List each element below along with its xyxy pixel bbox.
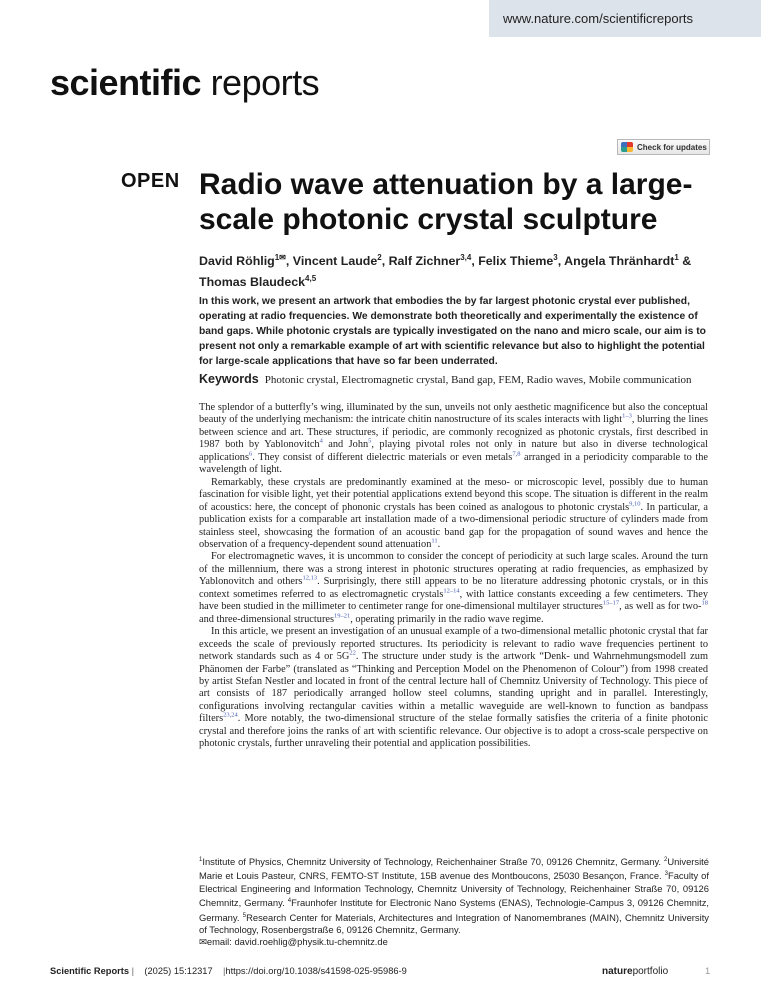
correspondence-email[interactable]: email: david.roehlig@physik.tu-chemnitz.de (206, 936, 388, 948)
journal-logo-light: reports (201, 62, 320, 103)
affiliations (199, 854, 709, 949)
body-text: , as well as for two- (619, 601, 702, 613)
article-title: Radio wave attenuation by a large-scale photonic crystal sculpture (199, 168, 693, 236)
citation-ref[interactable]: 18 (701, 599, 708, 607)
affiliation-number: 4 (287, 898, 292, 905)
body-text: , operating primarily in the radio wave regime. (350, 613, 544, 625)
body-text: . Surprisingly, there still appears to be no literature addressing photonic crystals, or in this context sometimes referred to as electromagnetic crystals (199, 576, 708, 600)
body-text: In this article, we present an investigation of an unusual example of a two-dimensional metallic photonic crystal that far exceeds the scale of previously reported structures. Its periodicity is relevant to radio wave frequencies pertinent to network standards such as 4 or 5G (199, 626, 708, 663)
author-name[interactable]: Angela Thränhardt (564, 254, 675, 269)
affiliation-number: 1 (199, 857, 203, 863)
check-for-updates-label: Check for updates (637, 142, 707, 152)
author-affiliation-marker: 1 (674, 253, 679, 262)
author-affiliation-marker: 3,4 (460, 253, 472, 262)
body-text: . In particular, a publication exists for a comparable art installation made of a two-dimensional periodic structure of cylinders made from stainless steel, showcasing the formation of an acoustic band gap for the propagation of sound waves and hence the observation of a frequency-dependent sound attenuation (199, 501, 708, 550)
body-paragraph (199, 626, 708, 751)
citation-ref[interactable]: 6 (248, 450, 253, 458)
footer-divider: | (131, 966, 135, 976)
affiliation-number: 2 (663, 857, 668, 863)
citation-ref[interactable]: 22 (349, 649, 356, 657)
body-paragraph (199, 477, 708, 552)
page-footer (50, 966, 710, 976)
abstract: In this work, we present an artwork that embodies the by far largest photonic crystal ever published, operating at radio frequencies. We demonstrate both theoretically and experimentally the existence of band gaps. While photonic crystals are typically investigated on the nano and micro scale, our aim is to present not only a remarkable example of art with scientific relevance but also to highlight the potential for large-scale applications that have so far been underrated. (199, 296, 706, 368)
keywords-label: Keywords (199, 372, 259, 386)
envelope-icon: ✉ (199, 936, 207, 948)
citation-ref[interactable]: 12–14 (443, 587, 460, 595)
body-text: , playing pivotal roles not only in nature but also in diverse technological applications (199, 439, 708, 463)
footer-journal: Scientific Reports (50, 966, 130, 976)
author-name[interactable]: David Röhlig (199, 254, 275, 269)
citation-ref[interactable]: 5 (368, 437, 372, 445)
page-number: 1 (705, 966, 711, 976)
citation-ref[interactable]: 4 (319, 437, 323, 445)
author-affiliation-marker: 1✉ (274, 253, 286, 262)
body-text: and three-dimensional structures (199, 613, 334, 625)
brand-bold: nature (602, 966, 633, 977)
body-paragraph (199, 551, 708, 626)
author-name[interactable]: Thomas Blaudeck (199, 275, 306, 290)
body-text: For electromagnetic waves, it is uncommon to consider the concept of periodicity at such large scales. Around the turn of the millennium, there was a strong interest in photonic structures operating at radio frequencies, as emphasized by Yablonovitch and others (199, 551, 708, 588)
footer-issue: (2025) 15:12317 (144, 966, 213, 976)
citation-ref[interactable]: 11 (431, 537, 438, 545)
citation-ref[interactable]: 12,13 (302, 574, 318, 582)
affiliation-text: Institute of Physics, Chemnitz University of Technology, Reichenhainer Straße 70, 09126 Chemnitz, Germany. (202, 856, 664, 868)
citation-ref[interactable]: 23,24 (223, 711, 238, 719)
affiliation-text: Research Center for Materials, Architectures and Integration of Nanomembranes (MAIN), Chemnitz University of Technology, Rosenbergstraße 6, 09126 Chemnitz, Germany. (199, 911, 709, 935)
citation-ref[interactable]: 19–21 (334, 612, 351, 620)
citation-ref[interactable]: 7,8 (512, 450, 521, 458)
keywords (199, 372, 719, 386)
author-name[interactable]: Felix Thieme (478, 254, 554, 269)
body-text: . The structure under study is the artwork “Denk- und Wahrnehmungsmodell zum Phänomen der Farbe” (translated as “Thinking and Perception Model on the Phenomenon of Colour”) from 1998 created by artist Stefan Nestler and located in front of the central lecture hall of Chemnitz University of Technology. This piece of art consists of 187 periodically arranged hollow steel columns, standing upright and in parallel. Interestingly, configurations involving rectangular cavities within a metallic waveguide are well-known to function as bandpass filters (199, 651, 708, 725)
keywords-list: Photonic crystal, Electromagnetic crystal, Band gap, FEM, Radio waves, Mobile communication (264, 374, 692, 386)
author-list: David Röhlig$^{1✉}$, Vincent Laude$^2$, Ralf Zichner$^{3,4}$, Felix Thieme$^3$, Angela Thränhardt$^1$ & Thomas Blaudeck$^{4,5}$ (199, 253, 692, 290)
citation-ref[interactable]: 15–17 (602, 599, 620, 607)
footer-divider: | (222, 966, 226, 976)
affiliation-text: Université Marie et Louis Pasteur, CNRS, FEMTO-ST Institute, 15B avenue des Montboucons, 25030 Besançon, France. (199, 856, 709, 882)
author-affiliation-marker: 2 (377, 253, 382, 262)
body-text: The splendor of a butterfly’s wing, illuminated by the sun, unveils not only aesthetic magnificence but also the conceptual beauty of the underlying mechanism: the intricate chitin nanostructure of its scales interacts with light (199, 402, 708, 426)
body-text: and John (322, 439, 369, 451)
affiliation-number: 3 (664, 871, 668, 878)
body-paragraph (199, 402, 708, 477)
journal-logo[interactable] (50, 62, 319, 104)
journal-logo-bold: scientific (50, 62, 202, 103)
affiliation-number: 5 (242, 912, 247, 919)
author-affiliation-marker: 4,5 (305, 274, 317, 284)
author-affiliation-marker: 3 (553, 253, 558, 262)
crossmark-icon (621, 142, 633, 152)
affiliation-text: Fraunhofer Institute for Electronic Nano Systems (ENAS), Technologie-Campus 3, 09126 Chemnitz, Germany. (199, 897, 710, 923)
check-for-updates-button[interactable] (617, 139, 710, 155)
brand-light: portfolio (632, 966, 669, 977)
body-text: . They consist of different dielectric materials or even metals (252, 451, 513, 463)
body-text: , with lattice constants exceeding a few centimeters. They have been studied in the millimeter to centimeter range for one-dimensional multilayer structures (199, 588, 708, 613)
citation-ref[interactable]: 1–3 (622, 413, 632, 421)
body-text: , blurring the lines between science and art. These structures, if periodic, are commonly recognized as photonic crystals, first described in 1987 both by Yablonovitch (199, 414, 708, 451)
body-text: . (437, 538, 441, 550)
affiliation-text: Faculty of Electrical Engineering and Information Technology, Chemnitz University of Technology, Reichenhainer Straße 70, 09126 Chemnitz, Germany. (199, 870, 710, 909)
journal-url[interactable]: www.nature.com/scientificreports (489, 0, 761, 37)
footer-doi-link[interactable]: https://doi.org/10.1038/s41598-025-95986-9 (225, 966, 407, 976)
nature-portfolio-logo (602, 966, 668, 977)
body-text: . More notably, the two-dimensional structure of the stelae formally satisfies the criteria of a finite photonic crystal and therefore joins the ranks of art with scientific relevance. Our objective is to adopt a cross-scale perspective on photonic crystals, further unraveling their potential and application possibilities. (199, 713, 708, 750)
article-body (199, 402, 708, 751)
citation-ref[interactable]: 9,10 (629, 500, 641, 508)
author-name[interactable]: Vincent Laude (292, 254, 378, 269)
body-text: arranged in a periodicity comparable to the wavelength of light. (199, 451, 708, 476)
author-name[interactable]: Ralf Zichner (388, 254, 461, 269)
open-access-label: OPEN (121, 170, 180, 192)
body-text: Remarkably, these crystals are predominantly examined at the meso- or microscopic level, possibly due to human fascination for visible light, yet their potential applications extend beyond this scope. The situation is different in the realm of acoustics: here, the concept of phononic crystals has been coined as analogous to photonic crystals (199, 476, 708, 513)
